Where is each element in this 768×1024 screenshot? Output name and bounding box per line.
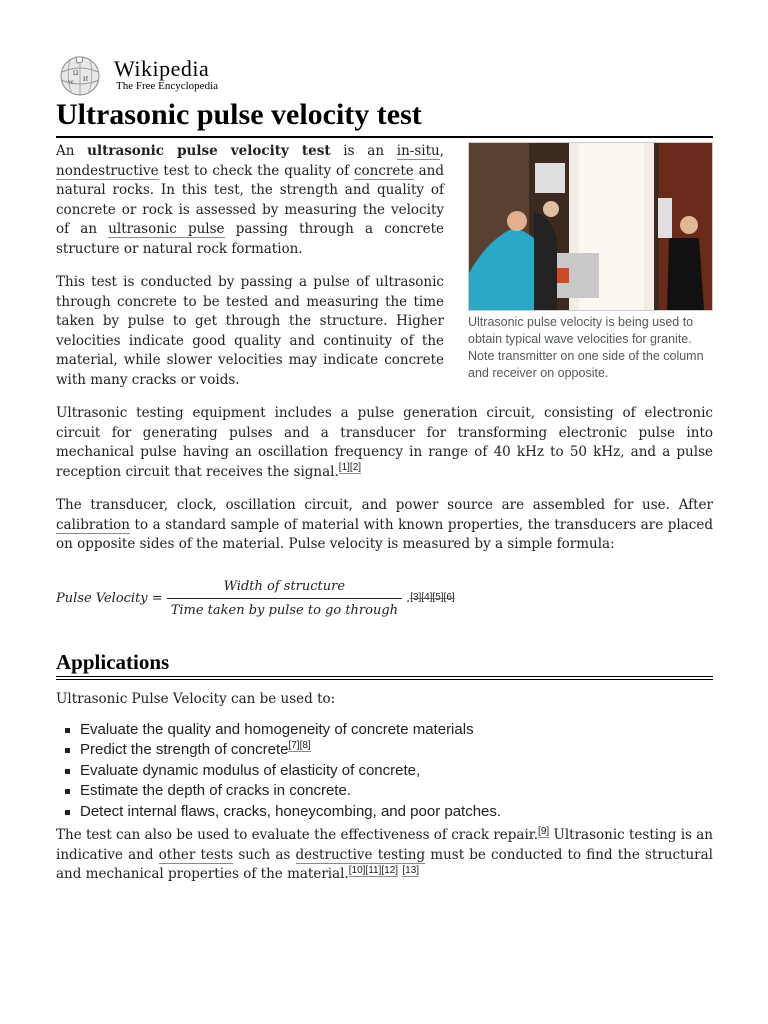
citation-1-2[interactable]: [1][2] <box>338 462 362 473</box>
method-paragraph: This test is conducted by passing a pulse of ultrasonic through concrete to be tested and measuring the time taken by pulse to get through the structure. Higher velocities indicate good quality and continuity of the material, while slower velocities may indicate concrete with many cracks or voids. <box>56 274 444 388</box>
citation-3-6[interactable]: [3][4][5][6] <box>410 592 455 603</box>
equipment-paragraph: Ultrasonic testing equipment includes a pulse generation circuit, consisting of electronic circuit for generating pulses and a transducer for transforming electronic pulse into mechanical pulse having an oscillation frequency in range of 40 kHz to 50 kHz, and a pulse reception circuit that receives the signal.[1][2] <box>56 405 713 480</box>
logo-tagline: The Free Encyclopedia <box>116 80 219 92</box>
formula-denominator: Time taken by pulse to go through <box>167 598 402 621</box>
section-heading-applications: Applications <box>56 653 713 681</box>
formula-fraction <box>167 577 402 621</box>
list-item: Predict the strength of concrete[7][8] <box>80 740 713 761</box>
link-nondestructive[interactable]: nondestructive <box>56 162 159 179</box>
citation-10-12[interactable]: [10][11][12] <box>348 864 399 876</box>
figure-caption: Ultrasonic pulse velocity is being used to obtain typical wave velocities for granite. Note transmitter on one side of the column and receiver on opposite. <box>468 315 704 380</box>
wikipedia-logo[interactable] <box>56 54 276 96</box>
granite-test-photo[interactable] <box>468 142 713 311</box>
list-item: Evaluate dynamic modulus of elasticity of concrete, <box>80 761 713 782</box>
link-concrete[interactable]: concrete <box>353 162 414 179</box>
svg-text:Ω: Ω <box>73 69 79 77</box>
citation-7-8[interactable]: [7][8] <box>288 740 311 751</box>
article-body <box>56 142 713 899</box>
article-figure <box>468 142 713 382</box>
formula-lhs: Pulse Velocity = <box>56 590 163 606</box>
closing-paragraph: The test can also be used to evaluate the effectiveness of crack repair.[9] Ultrasonic testing is an indicative and other tests such as destructive testing must be conducted to find the structural and mechanical properties of the material.[10][11][12] [13] <box>56 825 713 882</box>
logo-wordmark: Wikipedia <box>114 56 210 81</box>
link-ultrasonic-pulse[interactable]: ultrasonic pulse <box>108 221 225 237</box>
list-item: Estimate the depth of cracks in concrete. <box>80 781 713 802</box>
formula-numerator: Width of structure <box>223 578 346 594</box>
link-destructive-testing[interactable]: destructive testing <box>295 846 426 863</box>
svg-text:И: И <box>83 75 89 83</box>
link-in-situ[interactable]: in-situ <box>396 143 440 159</box>
pulse-velocity-formula: Pulse Velocity = $\frac{\text{Width of structure}}{\text{Time taken by pulse to go through}}$ . [3][4][5][6] <box>56 577 713 621</box>
applications-list <box>56 720 713 823</box>
page-title: Ultrasonic pulse velocity test <box>56 98 713 138</box>
applications-intro: Ultrasonic Pulse Velocity can be used to: <box>56 691 336 707</box>
intro-paragraph: An ultrasonic pulse velocity test is an in-situ, nondestructive test to check the quality of concrete and natural rocks. In this test, the strength and quality of concrete or rock is assessed by measuring the velocity of an ultrasonic pulse passing through a concrete structure or natural rock formation. <box>56 143 444 257</box>
link-other-tests[interactable]: other tests <box>158 846 234 863</box>
term-bold: ultrasonic pulse velocity test <box>87 143 331 159</box>
citation-9[interactable]: [9] <box>538 825 550 837</box>
link-calibration[interactable]: calibration <box>56 516 130 533</box>
svg-text:W: W <box>68 80 74 86</box>
citation-13[interactable]: [13] <box>402 864 420 876</box>
assembly-paragraph: The transducer, clock, oscillation circuit, and power source are assembled for use. After calibration to a standard sample of material with known properties, the transducers are placed on opposite sides of the material. Pulse velocity is measured by a simple formula: <box>56 497 713 552</box>
list-item: Detect internal flaws, cracks, honeycombing, and poor patches. <box>80 802 713 823</box>
list-item: Evaluate the quality and homogeneity of concrete materials <box>80 720 713 741</box>
wikipedia-globe-icon <box>56 54 104 96</box>
